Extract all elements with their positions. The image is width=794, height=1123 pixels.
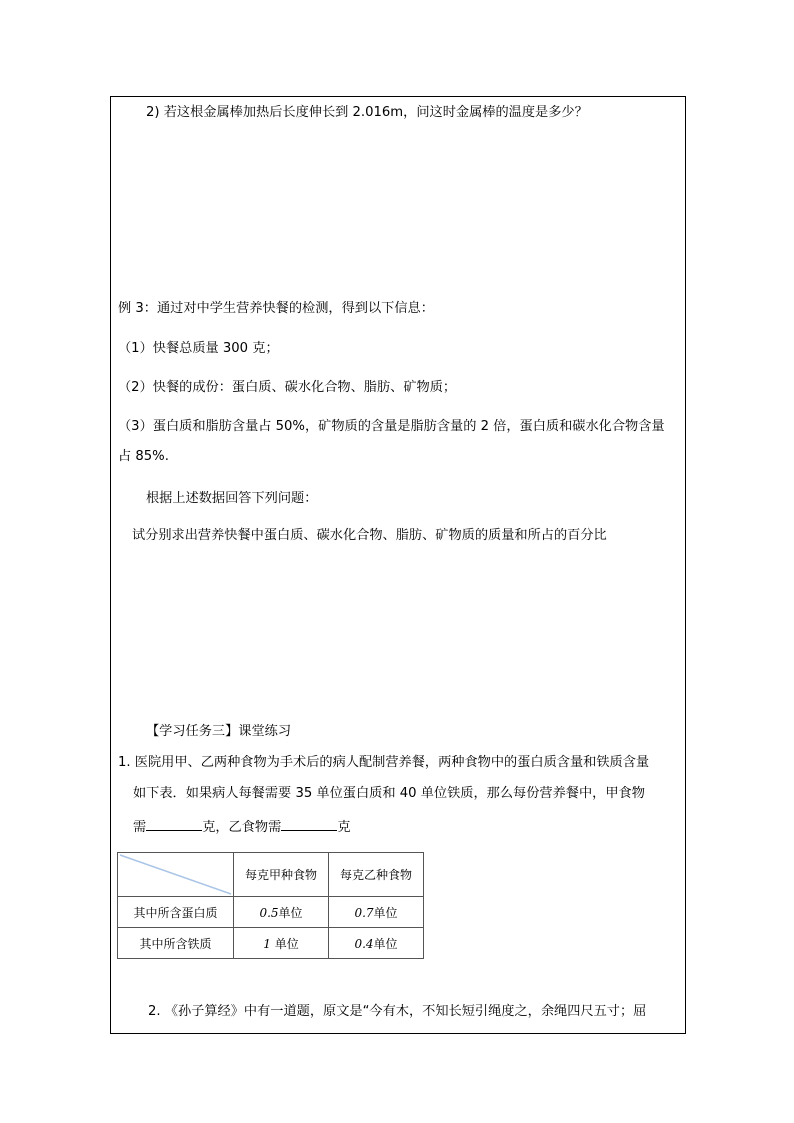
problem-2-text: 2. 《孙子算经》中有一道题，原文是“今有木，不知长短引绳度之，余绳四尺五寸；屈: [148, 1004, 647, 1019]
problem-1-line-2: 如下表．如果病人每餐需要 35 单位蛋白质和 40 单位铁质，那么每份营养餐中，甲食物: [133, 786, 645, 801]
example-3-prompt: 根据上述数据回答下列问题：: [146, 491, 318, 506]
table-header-food-b: 每克乙种食物: [329, 853, 424, 897]
problem-1-unit: 克: [337, 820, 351, 835]
example-3-intro: 例 3：通过对中学生营养快餐的检测，得到以下信息：: [118, 301, 434, 316]
example-3-condition-2: （2）快餐的成份：蛋白质、碳水化合物、脂肪、矿物质；: [118, 380, 457, 395]
nutrition-table: [117, 852, 424, 959]
table-row-label: 其中所含蛋白质: [118, 897, 234, 928]
table-row: [118, 928, 424, 959]
example-3-condition-3-cont: 占 85%.: [118, 449, 169, 464]
table-cell: 0.5单位: [234, 897, 329, 928]
example-3-condition-3: （3）蛋白质和脂肪含量占 50%，矿物质的含量是脂肪含量的 2 倍，蛋白质和碳水化合物含量: [118, 419, 665, 434]
table-header-food-a: 每克甲种食物: [234, 853, 329, 897]
problem-1-need-a: 需: [133, 820, 147, 835]
table-corner-cell: [118, 853, 234, 897]
table-row-label: 其中所含铁质: [118, 928, 234, 959]
table-cell: 1 单位: [234, 928, 329, 959]
table-cell: 0.7单位: [329, 897, 424, 928]
diagonal-divider: [118, 853, 233, 896]
table-row: [118, 897, 424, 928]
answer-blank-b[interactable]: [281, 816, 337, 831]
example-3-condition-1: （1）快餐总质量 300 克；: [118, 341, 279, 356]
answer-blank-a[interactable]: [146, 816, 202, 831]
example-3-task: 试分别求出营养快餐中蛋白质、碳水化合物、脂肪、矿物质的质量和所占的百分比: [132, 528, 607, 543]
problem-1-line-1: 1. 医院用甲、乙两种食物为手术后的病人配制营养餐，两种食物中的蛋白质含量和铁质含量: [118, 755, 650, 770]
problem-1-need-b: 克，乙食物需: [202, 820, 282, 835]
table-cell: 0.4单位: [329, 928, 424, 959]
section-title: 【学习任务三】课堂练习: [146, 724, 292, 739]
question-2-text: 2) 若这根金属棒加热后长度伸长到 2.016m，问这时金属棒的温度是多少？: [146, 105, 588, 120]
problem-1-line-3: [133, 816, 351, 838]
